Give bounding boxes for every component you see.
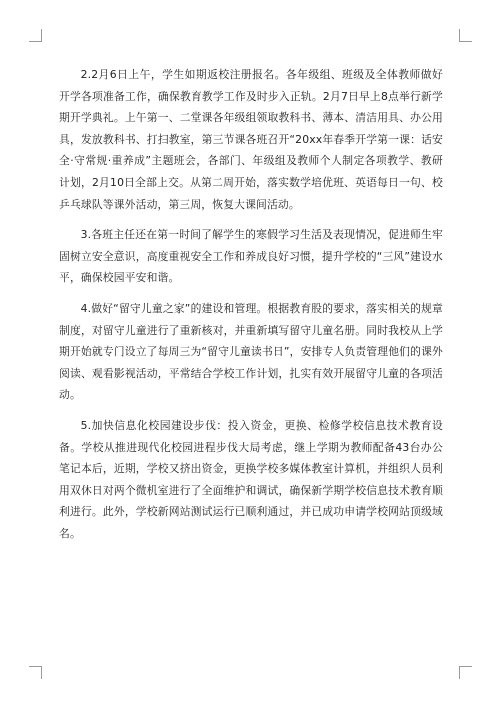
document-body [59,64,443,553]
paragraph-item-5: 5.加快信息化校园建设步伐：投入资金，更换、检修学校信息技术教育设备。学校从推进现代化校园进程步伐大局考虑，继上学期为教师配备43台办公笔记本后，近期，学校又挤出资金，更换学校多媒体教室计算机，并组织人员利用双休日对两个微机室进行了全面维护和调试，确保新学期学校信息技术教育顺利进行。此外，学校新网站测试运行已顺利通过，并已成功申请学校网站顶级域名。 [59,418,443,540]
corner-mark-bottom-left [29,666,42,679]
paragraph-item-3: 3.各班主任还在第一时间了解学生的寒假学习生活及表现情况，促进师生牢固树立安全意识，高度重视安全工作和养成良好习惯，提升学校的“三风”建设水平，确保校园平安和谐。 [59,228,443,285]
corner-mark-bottom-right [459,666,472,679]
corner-mark-top-right [459,29,472,42]
paragraph-item-4: 4.做好“留守儿童之家”的建设和管理。根据教育股的要求，落实相关的规章制度，对留守儿童进行了重新核对，并重新填写留守儿童名册。同时我校从上学期开始就专门设立了每周三为“留守儿童读书日”，安排专人负责管理他们的课外阅读、观看影视活动，平常结合学校工作计划，扎实有效开展留守儿童的各项活动。 [59,301,443,402]
corner-mark-top-left [29,29,42,42]
paragraph-item-2: 2.2月6日上午，学生如期返校注册报名。各年级组、班级及全体教师做好开学各项准备工作，确保教育教学工作及时步入正轨。2月7日早上8点举行新学期开学典礼。上午第一、二堂课各年级组领取教科书、薄本、清洁用具、办公用具，发放教科书、打扫教室，第三节课各班召开“20xx年春季开学第一课：话安全·守常规·重养成”主题班会，各部门、年级组及教师个人制定各项教学、教研计划，2月10日全部上交。从第二周开始，落实数学培优班、英语每日一句、校乒乓球队等课外活动，第三周，恢复大课间活动。 [59,68,443,211]
